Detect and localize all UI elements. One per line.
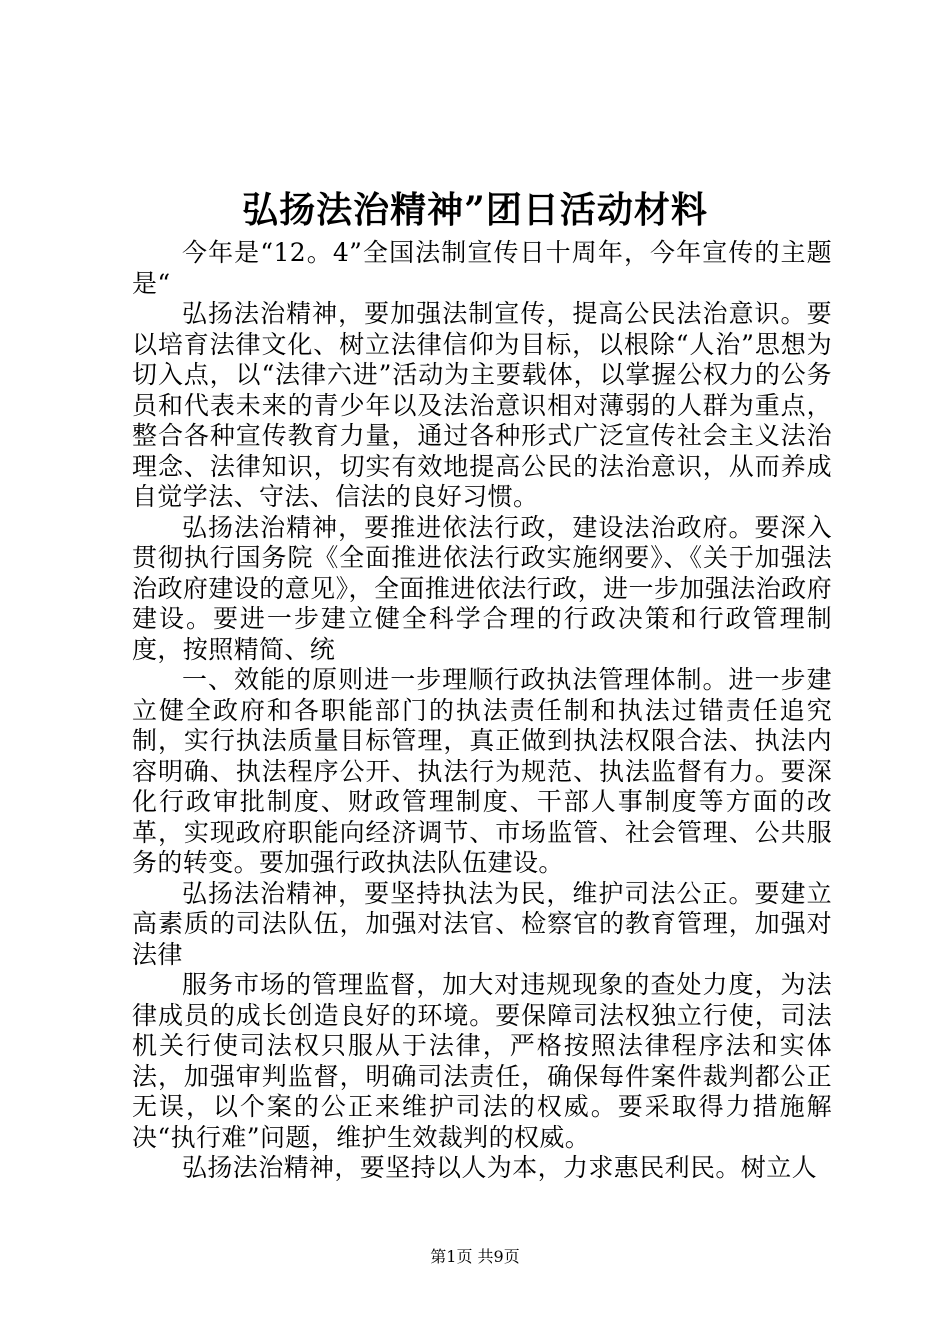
paragraph-judicial-justice: 弘扬法治精神，要坚持执法为民，维护司法公正。要建立高素质的司法队伍，加强对法官、检察官的教育管理，加强对法律	[132, 878, 832, 969]
paragraph-intro: 今年是“12。4”全国法制宣传日十周年，今年宣传的主题是“	[132, 238, 832, 298]
paragraph-people-oriented: 弘扬法治精神，要坚持以人为本，力求惠民利民。树立人	[182, 1153, 818, 1182]
paragraph-market-supervision: 服务市场的管理监督，加大对违规现象的查处力度，为法律成员的成长创造良好的环境。要保障司法权独立行使，司法机关行使司法权只服从于法律，严格按照法律程序法和实体法，加强审判监督，明确司法责任，确保每件案件裁判都公正无误，以个案的公正来维护司法的权威。要采取得力措施解决“执行难”问题，维护生效裁判的权威。	[132, 970, 832, 1152]
paragraph-lawful-administration: 弘扬法治精神，要推进依法行政，建设法治政府。要深入贯彻执行国务院《全面推进依法行政实施纲要》、《关于加强法治政府建设的意见》，全面推进依法行政，进一步加强法治政府建设。要进一步建立健全科学合理的行政决策和行政管理制度，按照精简、统	[132, 512, 832, 664]
document-body	[132, 238, 832, 1184]
page-number-footer: 第1页 共9页	[430, 1247, 520, 1266]
paragraph-efficiency-principle: 一、效能的原则进一步理顺行政执法管理体制。进一步建立健全政府和各职能部门的执法责任制和执法过错责任追究制，实行执法质量目标管理，真正做到执法权限合法、执法内容明确、执法程序公开、执法行为规范、执法监督有力。要深化行政审批制度、财政管理制度、干部人事制度等方面的改革，实现政府职能向经济调节、市场监管、社会管理、公共服务的转变。要加强行政执法队伍建设。	[132, 665, 832, 877]
paragraph-legal-publicity: 弘扬法治精神，要加强法制宣传，提高公民法治意识。要以培育法律文化、树立法律信仰为目标，以根除“人治”思想为切入点，以“法律六进”活动为主要载体，以掌握公权力的公务员和代表未来的青少年以及法治意识相对薄弱的人群为重点，整合各种宣传教育力量，通过各种形式广泛宣传社会主义法治理念、法律知识，切实有效地提高公民的法治意识，从而养成自觉学法、守法、信法的良好习惯。	[132, 299, 832, 511]
document-title: 弘扬法治精神”团日活动材料	[242, 189, 708, 231]
